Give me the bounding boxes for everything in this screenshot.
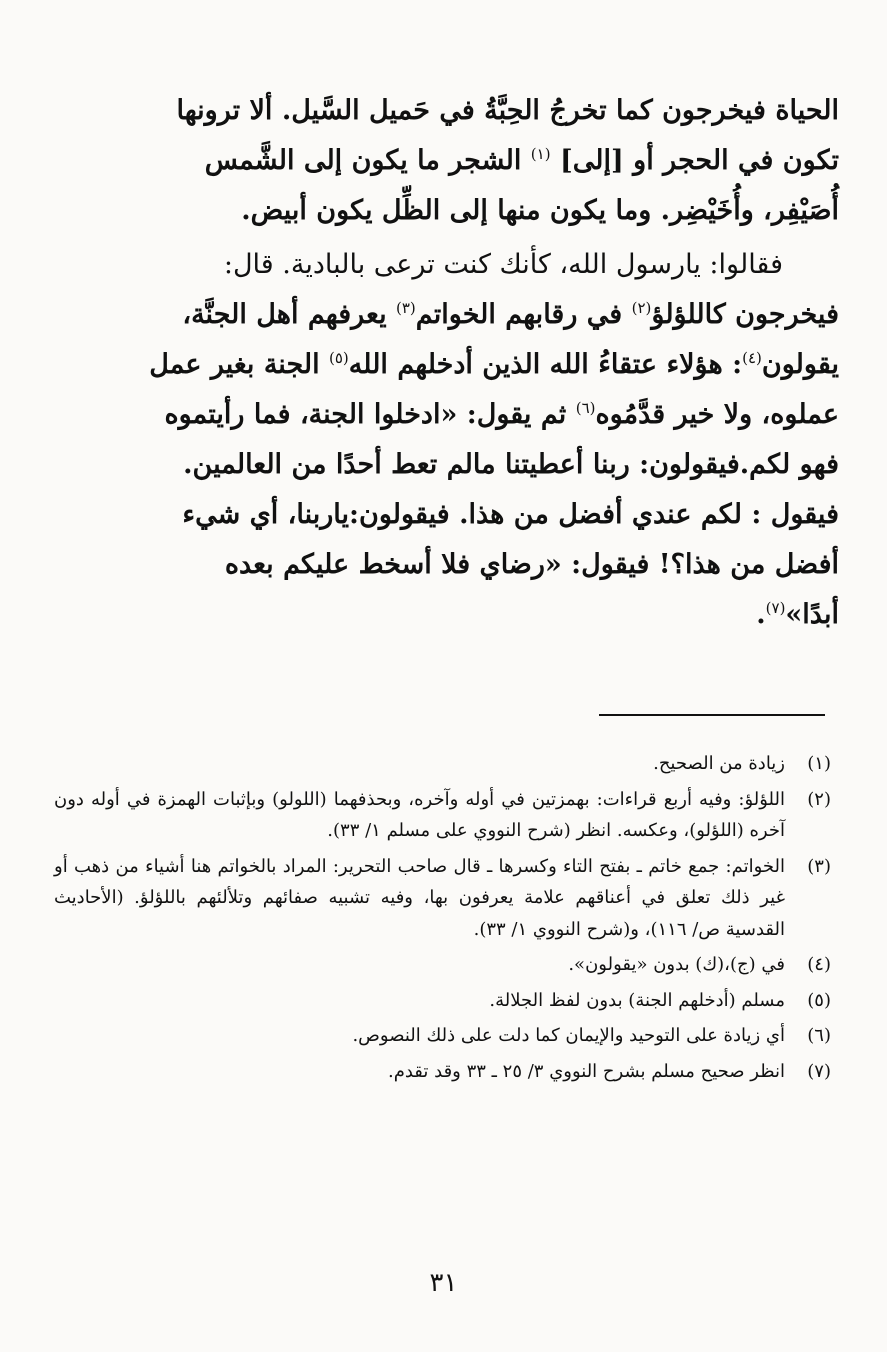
text-line: تكون في الحجر أو [إلى] $^{(١)}$ الشجر ما يكون إلى الشَّمس (204, 145, 839, 176)
text-line: الحياة فيخرجون كما تخرجُ الحِبَّةُ في حَميل السَّيل. ألا ترونها (176, 95, 839, 126)
text-line: أبدًا»$^{(٧)}$. (756, 599, 839, 630)
footnote-number: (٥) (807, 989, 831, 1011)
footnote-text: مسلم (أدخلهم الجنة) بدون لفظ الجلالة. (489, 989, 785, 1011)
footnote-number: (١) (807, 753, 831, 774)
footnote (54, 784, 831, 847)
footnote-text: الخواتم: جمع خاتم ـ بفتح التاء وكسرها ـ قال صاحب التحرير: المراد بالخواتم هنا أشياء من ذهب أو غير ذلك تعلق في أعناقهم علامة يعرفون بها، وفيه تشبيه صفائهم وتلألئهم باللؤلؤ. (الأحاديث القدسية ص/ ١١٦)، و(شرح النووي ١/ ٣٣). (54, 855, 785, 940)
text-line: فيقول : لكم عندي أفضل من هذا. فيقولون:ياربنا، أي شيء (182, 499, 839, 530)
footnote-ref-3[interactable]: (٣) (396, 299, 416, 317)
text-line: أُصَيْفِر، وأُخَيْضِر. وما يكون منها إلى الظِّل يكون أبيض. (241, 195, 839, 226)
footnote-text: اللؤلؤ: وفيه أربع قراءات: بهمزتين في أوله وآخره، وبحذفهما (اللولو) وبإثبات الهمزة في أوله دون آخره (اللؤلو)، وعكسه. انظر (شرح النووي على مسلم ١/ ٣٣). (54, 788, 786, 841)
footnote (54, 1056, 831, 1088)
footnote (54, 985, 831, 1017)
footnote-separator (599, 714, 825, 716)
footnote-number: (٤) (807, 954, 831, 975)
footnote-ref-5[interactable]: (٥) (329, 349, 349, 367)
footnote-number: (٣) (807, 855, 831, 877)
footnote-ref-2[interactable]: (٢) (631, 299, 652, 317)
footnote-text: زيادة من الصحيح. (653, 753, 785, 774)
footnote (54, 1020, 831, 1052)
footnote-number: (٢) (807, 788, 831, 810)
text-line: أفضل من هذا؟! فيقول: «رضاي فلا أسخط عليكم بعده (224, 549, 839, 580)
footnote-ref-7[interactable]: (٧) (765, 599, 786, 617)
footnote-number: (٦) (807, 1025, 831, 1046)
text-line: فيخرجون كاللؤلؤ$^{(٢)}$ في رقابهم الخواتم$^{(٣)}$ يعرفهم أهل الجنَّة، (182, 299, 839, 330)
footnote-ref-6[interactable]: (٦) (575, 399, 596, 417)
footnotes (54, 748, 831, 1091)
footnote-text: في (ج)،(ك) بدون «يقولون». (568, 954, 785, 975)
footnote (54, 748, 831, 780)
footnote-text: انظر صحيح مسلم بشرح النووي ٣/ ٢٥ ـ ٣٣ وقد تقدم. (387, 1060, 785, 1082)
page-number: ٣١ (429, 1268, 458, 1298)
main-text (52, 86, 839, 640)
footnote (54, 851, 831, 946)
footnote-ref-1[interactable]: (١) (530, 145, 551, 163)
footnote-ref-4[interactable]: (٤) (742, 349, 762, 367)
text-line: عملوه، ولا خير قدَّمُوه$^{(٦)}$ ثم يقول: «ادخلوا الجنة، فما رأيتموه (164, 399, 839, 430)
paragraph-2 (52, 240, 839, 640)
footnote-number: (٧) (807, 1060, 831, 1082)
paragraph-1 (52, 86, 839, 236)
footnote-text: أي زيادة على التوحيد والإيمان كما دلت على ذلك النصوص. (352, 1025, 785, 1046)
text-line: فهو لكم.فيقولون: ربنا أعطيتنا مالم تعط أحدًا من العالمين. (183, 449, 839, 480)
footnote (54, 949, 831, 981)
text-line: فقالوا: يارسول الله، كأنك كنت ترعى بالبادية. قال: (223, 249, 783, 280)
text-line: يقولون$^{(٤)}$: هؤلاء عتقاءُ الله الذين أدخلهم الله$^{(٥)}$ الجنة بغير عمل (149, 349, 839, 380)
